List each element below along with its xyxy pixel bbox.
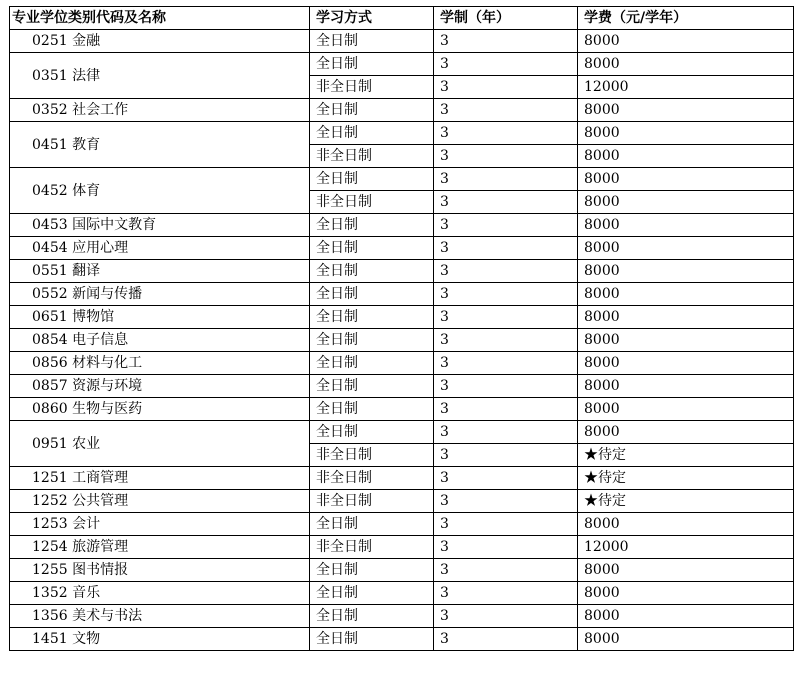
fee-cell: 8000 xyxy=(578,283,794,306)
major-cell: 1253 会计 xyxy=(10,513,310,536)
duration-cell: 3 xyxy=(434,214,578,237)
mode-cell: 非全日制 xyxy=(310,490,434,513)
mode-cell: 非全日制 xyxy=(310,444,434,467)
mode-cell: 全日制 xyxy=(310,53,434,76)
duration-cell: 3 xyxy=(434,260,578,283)
duration-cell: 3 xyxy=(434,30,578,53)
mode-cell: 全日制 xyxy=(310,628,434,651)
duration-cell: 3 xyxy=(434,628,578,651)
mode-cell: 全日制 xyxy=(310,168,434,191)
tuition-table xyxy=(9,6,794,651)
header-fee: 学费（元/学年） xyxy=(578,7,794,30)
duration-cell: 3 xyxy=(434,122,578,145)
mode-cell: 非全日制 xyxy=(310,536,434,559)
table-row xyxy=(10,559,794,582)
duration-cell: 3 xyxy=(434,145,578,168)
duration-cell: 3 xyxy=(434,559,578,582)
major-cell: 0857 资源与环境 xyxy=(10,375,310,398)
mode-cell: 全日制 xyxy=(310,605,434,628)
fee-cell: 12000 xyxy=(578,536,794,559)
table-row xyxy=(10,168,794,191)
duration-cell: 3 xyxy=(434,513,578,536)
duration-cell: 3 xyxy=(434,76,578,99)
fee-cell: 8000 xyxy=(578,53,794,76)
major-cell: 1252 公共管理 xyxy=(10,490,310,513)
duration-cell: 3 xyxy=(434,398,578,421)
major-cell: 1254 旅游管理 xyxy=(10,536,310,559)
table-row xyxy=(10,283,794,306)
table-row xyxy=(10,605,794,628)
duration-cell: 3 xyxy=(434,352,578,375)
major-cell: 0454 应用心理 xyxy=(10,237,310,260)
mode-cell: 非全日制 xyxy=(310,467,434,490)
duration-cell: 3 xyxy=(434,283,578,306)
table-row xyxy=(10,329,794,352)
major-cell: 1251 工商管理 xyxy=(10,467,310,490)
duration-cell: 3 xyxy=(434,237,578,260)
header-mode: 学习方式 xyxy=(310,7,434,30)
fee-cell: 8000 xyxy=(578,99,794,122)
fee-cell: 8000 xyxy=(578,237,794,260)
mode-cell: 全日制 xyxy=(310,122,434,145)
major-cell: 1356 美术与书法 xyxy=(10,605,310,628)
fee-cell: 8000 xyxy=(578,260,794,283)
fee-cell: 8000 xyxy=(578,306,794,329)
mode-cell: 全日制 xyxy=(310,260,434,283)
mode-cell: 全日制 xyxy=(310,306,434,329)
mode-cell: 非全日制 xyxy=(310,145,434,168)
fee-cell: ★待定 xyxy=(578,467,794,490)
major-cell: 0860 生物与医药 xyxy=(10,398,310,421)
major-cell: 0651 博物馆 xyxy=(10,306,310,329)
major-cell: 0551 翻译 xyxy=(10,260,310,283)
table-row xyxy=(10,490,794,513)
major-cell: 0451 教育 xyxy=(10,122,310,168)
mode-cell: 非全日制 xyxy=(310,191,434,214)
table-row xyxy=(10,30,794,53)
header-duration: 学制（年） xyxy=(434,7,578,30)
table-row xyxy=(10,306,794,329)
mode-cell: 全日制 xyxy=(310,214,434,237)
fee-cell: 8000 xyxy=(578,421,794,444)
table-row xyxy=(10,375,794,398)
fee-cell: 8000 xyxy=(578,375,794,398)
major-cell: 1451 文物 xyxy=(10,628,310,651)
fee-cell: 8000 xyxy=(578,168,794,191)
fee-cell: 8000 xyxy=(578,329,794,352)
mode-cell: 全日制 xyxy=(310,582,434,605)
duration-cell: 3 xyxy=(434,168,578,191)
duration-cell: 3 xyxy=(434,444,578,467)
duration-cell: 3 xyxy=(434,329,578,352)
fee-cell: 8000 xyxy=(578,122,794,145)
fee-cell: 8000 xyxy=(578,605,794,628)
duration-cell: 3 xyxy=(434,490,578,513)
fee-cell: 8000 xyxy=(578,398,794,421)
table-row xyxy=(10,352,794,375)
fee-cell: 8000 xyxy=(578,513,794,536)
table-header-row xyxy=(10,7,794,30)
mode-cell: 全日制 xyxy=(310,421,434,444)
mode-cell: 全日制 xyxy=(310,398,434,421)
fee-cell: 8000 xyxy=(578,145,794,168)
header-major: 专业学位类别代码及名称 xyxy=(10,7,310,30)
mode-cell: 全日制 xyxy=(310,30,434,53)
fee-cell: 8000 xyxy=(578,628,794,651)
major-cell: 0453 国际中文教育 xyxy=(10,214,310,237)
mode-cell: 全日制 xyxy=(310,283,434,306)
table-row xyxy=(10,214,794,237)
table-row xyxy=(10,398,794,421)
table-row xyxy=(10,582,794,605)
fee-cell: 8000 xyxy=(578,214,794,237)
fee-cell: 8000 xyxy=(578,352,794,375)
table-row xyxy=(10,421,794,444)
table-row xyxy=(10,628,794,651)
fee-cell: 8000 xyxy=(578,191,794,214)
major-cell: 0856 材料与化工 xyxy=(10,352,310,375)
major-cell: 0251 金融 xyxy=(10,30,310,53)
fee-cell: 8000 xyxy=(578,559,794,582)
major-cell: 1352 音乐 xyxy=(10,582,310,605)
duration-cell: 3 xyxy=(434,421,578,444)
duration-cell: 3 xyxy=(434,605,578,628)
major-cell: 0854 电子信息 xyxy=(10,329,310,352)
major-cell: 0951 农业 xyxy=(10,421,310,467)
duration-cell: 3 xyxy=(434,99,578,122)
duration-cell: 3 xyxy=(434,467,578,490)
table-row xyxy=(10,467,794,490)
table-row xyxy=(10,237,794,260)
mode-cell: 全日制 xyxy=(310,559,434,582)
mode-cell: 全日制 xyxy=(310,375,434,398)
table-row xyxy=(10,122,794,145)
mode-cell: 非全日制 xyxy=(310,76,434,99)
fee-cell: 8000 xyxy=(578,582,794,605)
duration-cell: 3 xyxy=(434,582,578,605)
fee-cell: ★待定 xyxy=(578,444,794,467)
major-cell: 0351 法律 xyxy=(10,53,310,99)
fee-cell: 12000 xyxy=(578,76,794,99)
major-cell: 0552 新闻与传播 xyxy=(10,283,310,306)
mode-cell: 全日制 xyxy=(310,352,434,375)
table-body xyxy=(10,30,794,651)
major-cell: 0352 社会工作 xyxy=(10,99,310,122)
duration-cell: 3 xyxy=(434,536,578,559)
table-row xyxy=(10,260,794,283)
major-cell: 1255 图书情报 xyxy=(10,559,310,582)
mode-cell: 全日制 xyxy=(310,99,434,122)
fee-cell: 8000 xyxy=(578,30,794,53)
fee-cell: ★待定 xyxy=(578,490,794,513)
table-row xyxy=(10,53,794,76)
tuition-table-container xyxy=(9,6,794,651)
duration-cell: 3 xyxy=(434,53,578,76)
major-cell: 0452 体育 xyxy=(10,168,310,214)
table-row xyxy=(10,513,794,536)
duration-cell: 3 xyxy=(434,375,578,398)
mode-cell: 全日制 xyxy=(310,329,434,352)
duration-cell: 3 xyxy=(434,191,578,214)
mode-cell: 全日制 xyxy=(310,237,434,260)
table-row xyxy=(10,99,794,122)
table-row xyxy=(10,536,794,559)
duration-cell: 3 xyxy=(434,306,578,329)
mode-cell: 全日制 xyxy=(310,513,434,536)
